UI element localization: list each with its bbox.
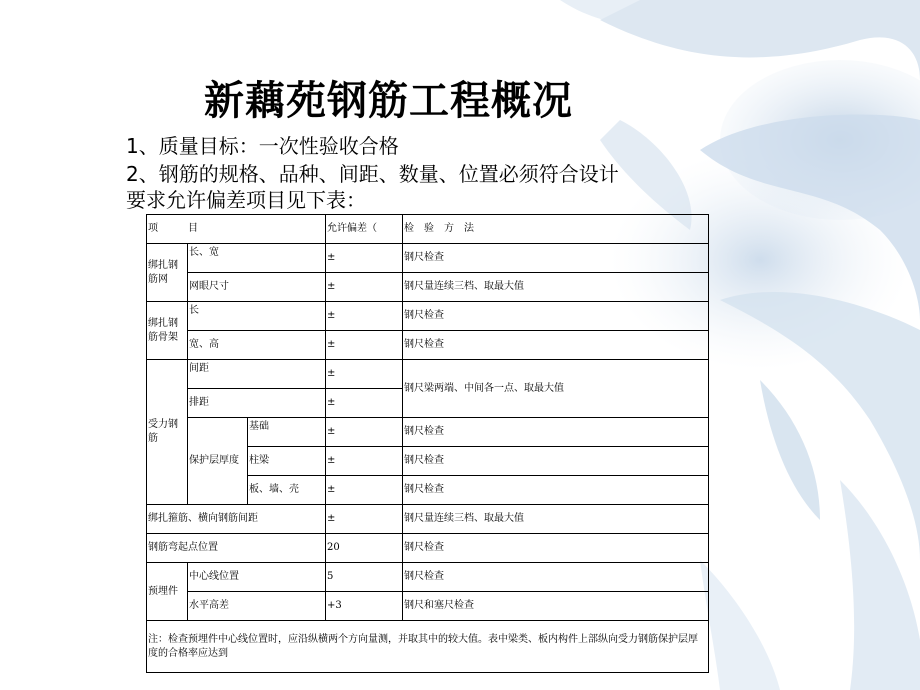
row-method: 钢尺检查 [403, 476, 709, 505]
row-tolerance: 20 [326, 534, 403, 563]
row-method: 钢尺检查 [403, 534, 709, 563]
row-tolerance: ± [326, 418, 403, 447]
row-item: 长 [188, 302, 326, 331]
group-stressed: 受力钢筋 [147, 360, 188, 505]
row-method: 钢尺量连续三档、取最大值 [403, 505, 709, 534]
row-method: 钢尺检查 [403, 244, 709, 273]
row-method: 钢尺和塞尺检查 [403, 592, 709, 621]
row-item: 钢筋弯起点位置 [147, 534, 326, 563]
header-tolerance: 允许偏差（ [326, 215, 403, 244]
row-method: 钢尺量连续三档、取最大值 [403, 273, 709, 302]
header-method: 检 验 方 法 [403, 215, 709, 244]
row-tolerance: ± [326, 360, 403, 389]
row-tolerance: ± [326, 447, 403, 476]
row-tolerance: 5 [326, 563, 403, 592]
table-row [147, 360, 709, 389]
tolerance-table [146, 214, 709, 673]
row-item: 板、墙、壳 [248, 476, 326, 505]
row-method: 钢尺检查 [403, 447, 709, 476]
intro-line-requirement: 2、钢筋的规格、品种、间距、数量、位置必须符合设计 [126, 162, 619, 186]
row-item: 中心线位置 [188, 563, 326, 592]
table-row [147, 273, 709, 302]
row-method: 钢尺梁两端、中间各一点、取最大值 [403, 360, 709, 418]
row-item: 宽、高 [188, 331, 326, 360]
table-row [147, 534, 709, 563]
row-tolerance: ± [326, 302, 403, 331]
row-item: 绑扎箍筋、横向钢筋间距 [147, 505, 326, 534]
intro-line-quality: 1、质量目标：一次性验收合格 [126, 134, 399, 158]
row-item: 柱梁 [248, 447, 326, 476]
row-tolerance: +3 [326, 592, 403, 621]
row-tolerance: ± [326, 389, 403, 418]
group-skeleton: 绑扎钢筋骨架 [147, 302, 188, 360]
row-method: 钢尺检查 [403, 563, 709, 592]
slide-title: 新藕苑钢筋工程概况 [204, 78, 573, 124]
table-row [147, 592, 709, 621]
row-method: 钢尺检查 [403, 331, 709, 360]
row-tolerance: ± [326, 273, 403, 302]
row-item: 间距 [188, 360, 326, 389]
group-cover: 保护层厚度 [188, 418, 248, 505]
group-embedded: 预埋件 [147, 563, 188, 621]
row-method: 钢尺检查 [403, 302, 709, 331]
row-item: 长、宽 [188, 244, 326, 273]
table-row [147, 331, 709, 360]
row-tolerance: ± [326, 331, 403, 360]
table-row [147, 418, 709, 447]
table-note-row [147, 621, 709, 673]
row-item: 排距 [188, 389, 326, 418]
table-note: 注：检查预埋件中心线位置时，应沿纵横两个方向量测，并取其中的较大值。表中梁类、板内构件上部纵向受力钢筋保护层厚度的合格率应达到 [147, 621, 709, 673]
table-row [147, 244, 709, 273]
row-item: 基础 [248, 418, 326, 447]
row-item: 网眼尺寸 [188, 273, 326, 302]
table-row [147, 505, 709, 534]
intro-line-requirement-cont: 要求允许偏差项目见下表： [126, 188, 366, 212]
header-item: 项 目 [147, 215, 326, 244]
group-mesh: 绑扎钢筋网 [147, 244, 188, 302]
row-item: 水平高差 [188, 592, 326, 621]
table-header-row [147, 215, 709, 244]
table-row [147, 302, 709, 331]
table-row [147, 563, 709, 592]
row-tolerance: ± [326, 244, 403, 273]
row-tolerance: ± [326, 476, 403, 505]
row-tolerance: ± [326, 505, 403, 534]
row-method: 钢尺检查 [403, 418, 709, 447]
